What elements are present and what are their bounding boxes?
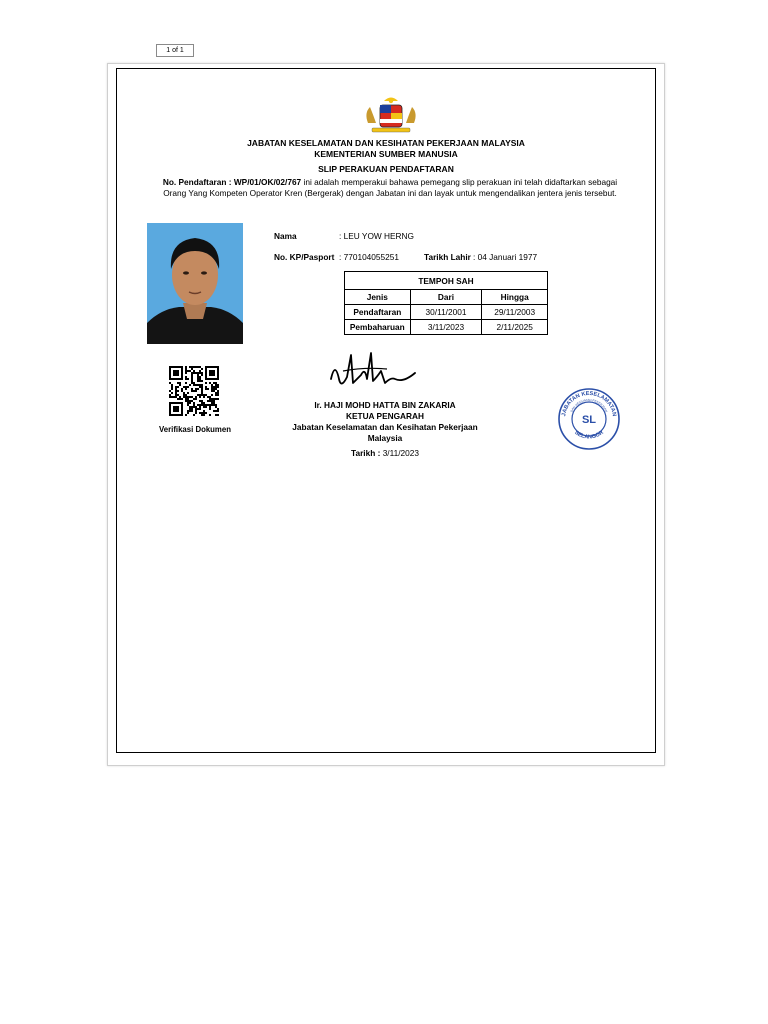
row-from: 3/11/2023 [410,320,482,335]
ic-value: : 770104055251 [339,252,399,262]
statement-text: ini adalah memperakui bahawa pemegang slip perakuan ini telah didaftarkan sebagai Orang Yang Kompeten Operator Kren (Bergerak) dengan Jabatan ini dan layak untuk mengendalikan jentera jenis tersebut. [163,177,618,198]
validity-table-title: TEMPOH SAH [345,272,548,290]
table-row [345,320,548,335]
table-header: Jenis [345,290,411,305]
signatory-office-country: Malaysia [367,433,403,443]
name-value: : LEU YOW HERNG [339,231,414,241]
svg-text:SELANGOR [573,430,605,441]
certification-statement [155,177,625,199]
document-title: SLIP PERAKUAN PENDAFTARAN [318,164,454,174]
ministry-name: KEMENTERIAN SUMBER MANUSIA [314,149,458,159]
signatory-position: KETUA PENGARAH [345,411,425,421]
date-value: 3/11/2023 [382,448,419,458]
signature [325,349,421,393]
coat-of-arms-icon [362,95,420,135]
date-label: Tarikh : [351,448,381,458]
qr-label: Verifikasi Dokumen [159,425,231,434]
table-header: Dari [410,290,482,305]
signature-date [265,448,505,458]
row-to: 29/11/2003 [482,305,548,320]
dob-value: : 04 Januari 1977 [473,252,538,262]
document-page [107,63,665,766]
ic-label: No. KP/Pasport [274,252,335,262]
stamp-mid-text: DAN KESIHATAN PEKERJAAN [569,397,609,413]
table-row [345,305,548,320]
department-name: JABATAN KESELAMATAN DAN KESIHATAN PEKERJAAN MALAYSIA [247,138,525,148]
signatory-office: Jabatan Keselamatan dan Kesihatan Pekerjaan [292,422,478,432]
row-from: 30/11/2001 [410,305,482,320]
row-to: 2/11/2025 [482,320,548,335]
document-border [116,68,656,753]
signatory-name: Ir. HAJI MOHD HATTA BIN ZAKARIA [314,400,456,410]
official-stamp [557,387,621,451]
stamp-bottom-text: SELANGOR [573,429,605,441]
stamp-initials: SL [581,414,597,426]
holder-photo [147,223,243,344]
qr-code-icon[interactable] [169,366,219,416]
row-type: Pendaftaran [345,305,411,320]
stamp-top-text: JABATAN KESELAMATAN [561,390,617,417]
page-indicator[interactable]: 1 of 1 [156,44,194,57]
row-type: Pembaharuan [345,320,411,335]
registration-number: WP/01/OK/02/767 [233,177,302,187]
validity-table [344,271,548,335]
svg-text:JABATAN KESELAMATAN [561,391,617,417]
dob-label: Tarikh Lahir [424,252,471,262]
name-label: Nama [274,231,297,241]
registration-label: No. Pendaftaran : [162,177,234,187]
table-header: Hingga [482,290,548,305]
